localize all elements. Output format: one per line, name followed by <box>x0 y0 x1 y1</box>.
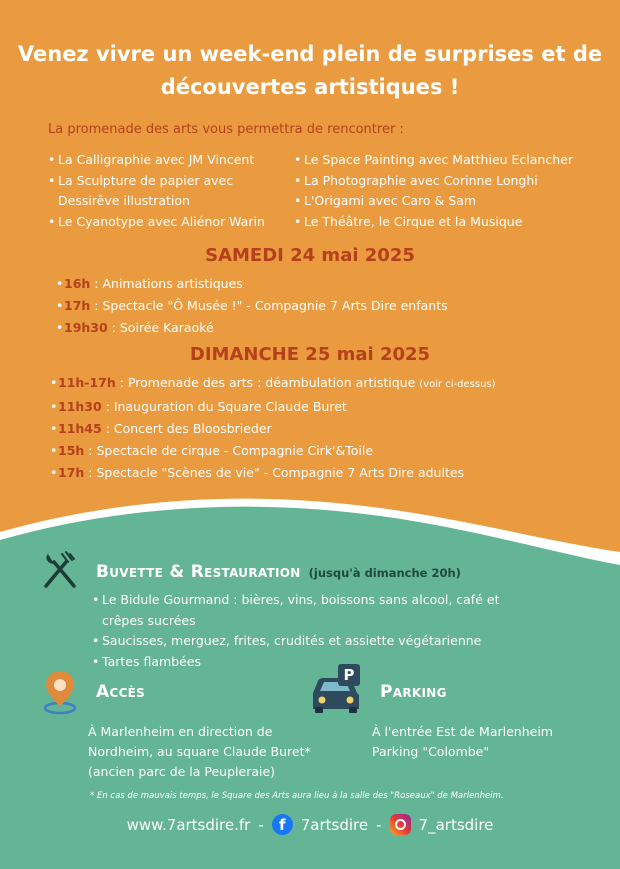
headline <box>0 38 620 104</box>
website-link[interactable]: www.7artsdire.fr <box>126 815 251 834</box>
list-item: • La Sculpture de papier avec Dessirêve illustration <box>48 171 265 212</box>
facebook-icon: f <box>272 814 293 835</box>
list-item: • La Photographie avec Corinne Longhi <box>294 171 573 192</box>
schedule-item: • 16h : Animations artistiques <box>56 273 448 295</box>
headline-line-1: Venez vivre un week-end plein de surprises et de <box>17 42 603 66</box>
fork-knife-icon <box>40 550 80 590</box>
arts-list-right <box>294 150 573 232</box>
list-item: • Le Space Painting avec Matthieu Eclancher <box>294 150 573 171</box>
saturday-schedule <box>56 273 448 339</box>
separator: - <box>258 815 264 834</box>
list-item: • La Calligraphie avec JM Vincent <box>48 150 265 171</box>
facebook-link[interactable]: 7artsdire <box>300 815 369 834</box>
buvette-list <box>92 590 502 672</box>
acces-text: À Marlenheim en direction de Nordheim, au square Claude Buret* (ancien parc de la Peupleraie) <box>88 724 311 779</box>
list-item: • Le Théâtre, le Cirque et la Musique <box>294 212 573 233</box>
schedule-item: • 11h30 : Inauguration du Square Claude Buret <box>50 396 496 418</box>
list-item: • Le Cyanotype avec Aliénor Warin <box>48 212 265 233</box>
parking-sign-icon: P <box>338 664 360 686</box>
headline-line-2: découvertes artistiques ! <box>160 75 460 99</box>
list-item: • Saucisses, merguez, frites, crudités et assiette végétarienne <box>92 631 502 652</box>
schedule-item: • 19h30 : Soirée Karaoké <box>56 317 448 339</box>
schedule-item: • 11h45 : Concert des Bloosbrieder <box>50 418 496 440</box>
sunday-schedule <box>50 372 496 484</box>
weather-note: * En cas de mauvais temps, le Square des Arts aura lieu à la salle des "Roseaux" de Marlenheim. <box>90 791 504 801</box>
schedule-item: • 17h : Spectacle "Ô Musée !" - Compagnie 7 Arts Dire enfants <box>56 295 448 317</box>
list-item: • Le Bidule Gourmand : bières, vins, boissons sans alcool, café et crêpes sucrées <box>92 590 502 631</box>
acces-title: Accès <box>96 682 146 702</box>
intro-text: La promenade des arts vous permettra de rencontrer : <box>48 122 404 137</box>
buvette-title: Buvette & Restauration (jusqu'à dimanche 20h) <box>96 562 461 582</box>
parking-text: À l'entrée Est de Marlenheim Parking "Colombe" <box>372 724 553 759</box>
parking-title: Parking <box>380 682 447 702</box>
list-item: • Tartes flambées <box>92 652 502 673</box>
instagram-link[interactable]: 7_artsdire <box>418 815 494 834</box>
sunday-title: DIMANCHE 25 mai 2025 <box>189 344 431 365</box>
footer <box>0 814 620 835</box>
saturday-title: SAMEDI 24 mai 2025 <box>205 245 415 266</box>
schedule-item: • 11h-17h : Promenade des arts : déambulation artistique (voir ci-dessus) <box>50 372 496 396</box>
instagram-icon <box>390 814 411 835</box>
schedule-item: • 17h : Spectacle "Scènes de vie" - Compagnie 7 Arts Dire adultes <box>50 462 496 484</box>
schedule-item: • 15h : Spectacle de cirque - Compagnie Cirk'&Toile <box>50 440 496 462</box>
map-pin-icon <box>42 669 78 715</box>
list-item: • L'Origami avec Caro & Sam <box>294 191 573 212</box>
separator: - <box>376 815 382 834</box>
arts-list-left <box>48 150 265 232</box>
